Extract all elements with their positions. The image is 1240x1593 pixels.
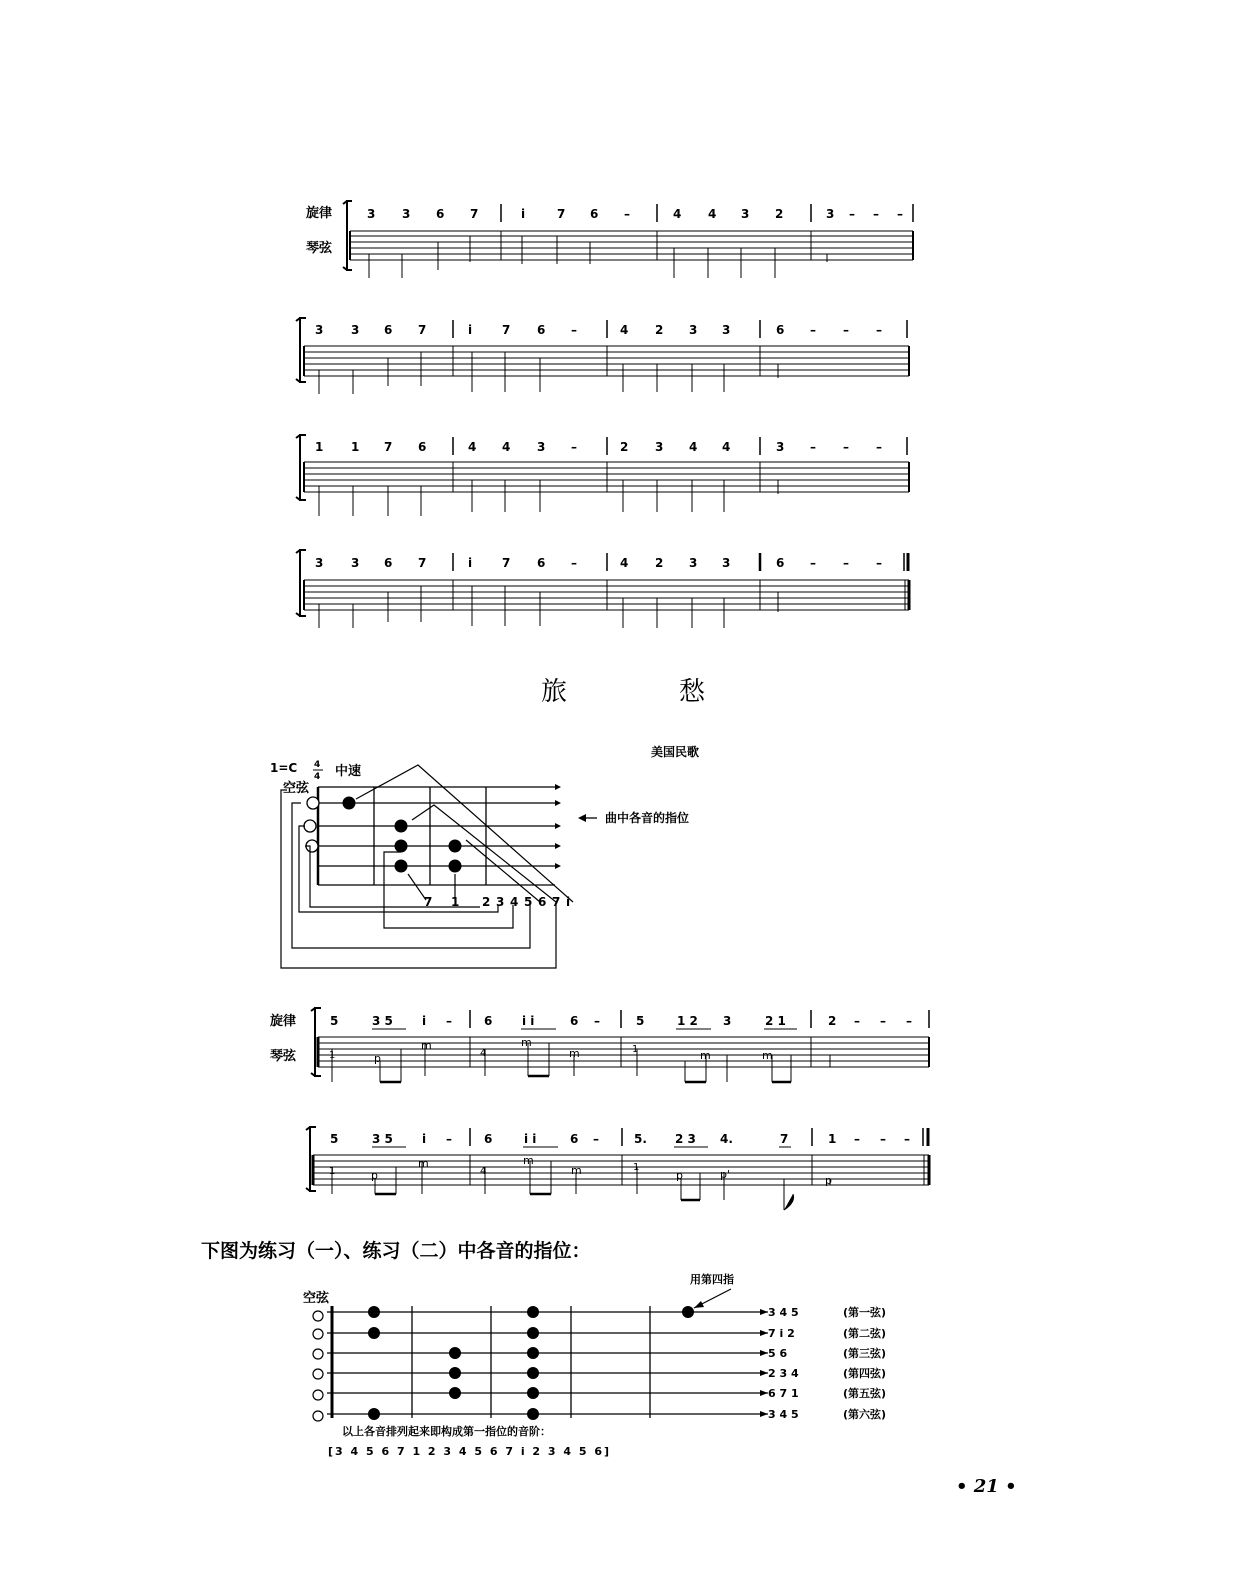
- melody-note: –: [843, 323, 849, 337]
- melody-note: 3: [351, 556, 360, 570]
- open-string-circle: [307, 797, 319, 809]
- melody-note: –: [571, 440, 577, 454]
- song-title-right: 愁: [679, 677, 706, 707]
- melody-note: 3: [722, 323, 731, 337]
- melody-note: 1 2: [677, 1014, 698, 1028]
- svg-text:2: 2: [482, 895, 491, 909]
- melody-note: 3: [537, 440, 546, 454]
- melody-note: –: [571, 323, 577, 337]
- accompaniment-label: 琴弦: [306, 241, 333, 256]
- melody-note: 7: [418, 323, 427, 337]
- melody-note: 2: [655, 323, 664, 337]
- svg-text:m: m: [418, 1157, 429, 1170]
- page-number: • 21 •: [956, 1476, 1017, 1497]
- svg-text:(第四弦): (第四弦): [843, 1367, 887, 1380]
- tab-staff: [304, 462, 909, 516]
- finger-dots: [368, 1306, 694, 1420]
- melody-note: 6: [570, 1014, 579, 1028]
- melody-note: –: [594, 1014, 600, 1028]
- melody-note: 4: [673, 207, 682, 221]
- svg-text:7: 7: [552, 895, 561, 909]
- melody-note: –: [593, 1132, 599, 1146]
- melody-note: 3: [723, 1014, 732, 1028]
- svg-text:p: p: [371, 1169, 378, 1182]
- svg-text:m: m: [521, 1036, 532, 1049]
- svg-text:1: 1: [451, 895, 460, 909]
- svg-text:1: 1: [329, 1166, 336, 1177]
- left-arrow-head-icon: [578, 814, 586, 822]
- melody-note: 7: [557, 207, 566, 221]
- melody-note: –: [876, 556, 882, 570]
- melody-note: 1: [828, 1132, 837, 1146]
- svg-text:1: 1: [633, 1162, 640, 1173]
- melody-note: 3: [367, 207, 376, 221]
- melody-note: i: [468, 556, 473, 570]
- melody-note: 3: [315, 323, 324, 337]
- melody-note: 7: [418, 556, 427, 570]
- svg-text:2 3 4: 2 3 4: [768, 1367, 799, 1380]
- lower-systems: [270, 1008, 929, 1210]
- scale-caption: 以上各音排列起来即构成第一指位的音阶：: [342, 1425, 551, 1438]
- melody-note: 3: [689, 556, 698, 570]
- system-1: [343, 201, 913, 278]
- melody-note: –: [897, 207, 903, 221]
- melody-note: –: [843, 440, 849, 454]
- melody-note: 2: [828, 1014, 837, 1028]
- melody-note: 6: [776, 323, 785, 337]
- melody-note: 3: [689, 323, 698, 337]
- melody-note: 4: [708, 207, 717, 221]
- song-subtitle: 美国民歌: [651, 745, 700, 759]
- svg-text:4: 4: [480, 1166, 487, 1177]
- accompaniment-label: 琴弦: [270, 1049, 297, 1064]
- melody-note: 4: [502, 440, 511, 454]
- melody-note: i: [422, 1132, 427, 1146]
- svg-text:(第一弦): (第一弦): [843, 1306, 887, 1319]
- svg-text:5 6: 5 6: [768, 1347, 788, 1360]
- melody-label: 旋律: [306, 206, 333, 221]
- melody-note: 3: [722, 556, 731, 570]
- melody-note: –: [843, 556, 849, 570]
- melody-note: 3: [826, 207, 835, 221]
- arrow-caption: 曲中各音的指位: [605, 811, 690, 825]
- svg-text:(第二弦): (第二弦): [843, 1327, 887, 1340]
- svg-text:(第五弦): (第五弦): [843, 1387, 887, 1400]
- tab-staff: [313, 1155, 929, 1210]
- open-string-circles: [313, 1311, 323, 1421]
- tab-staff: [350, 231, 913, 278]
- melody-note: 5: [636, 1014, 645, 1028]
- melody-note: 4: [620, 323, 629, 337]
- tempo-marking: 中速: [335, 764, 362, 779]
- svg-text:3 4 5: 3 4 5: [768, 1408, 799, 1421]
- svg-text:p': p': [720, 1168, 731, 1181]
- tab-staff: [304, 346, 909, 394]
- melody-note: –: [873, 207, 879, 221]
- tab-staff: [318, 1037, 929, 1082]
- melody-note: 2: [620, 440, 629, 454]
- melody-note: 1: [351, 440, 360, 454]
- melody-note: 7: [780, 1132, 789, 1146]
- song-title-left: 旅: [541, 677, 568, 707]
- melody-note: 6: [384, 556, 393, 570]
- open-string-circle: [304, 820, 316, 832]
- key-signature: 1=C: [270, 761, 298, 775]
- svg-text:3 4 5: 3 4 5: [768, 1306, 799, 1319]
- practice-heading: 下图为练习（一）、练习（二）中各音的指位：: [201, 1240, 591, 1262]
- svg-text:7: 7: [424, 895, 433, 909]
- svg-text:3: 3: [496, 895, 505, 909]
- melody-note: 5.: [634, 1132, 647, 1146]
- melody-note: 3: [741, 207, 750, 221]
- svg-text:4: 4: [510, 895, 519, 909]
- tab-staff: [304, 580, 909, 628]
- melody-note: 2: [775, 207, 784, 221]
- svg-text:i: i: [566, 895, 571, 909]
- melody-note: i: [468, 323, 473, 337]
- time-signature-bottom: 4: [314, 772, 321, 782]
- system-3: [296, 435, 909, 516]
- melody-note: –: [854, 1014, 860, 1028]
- finger-dots: [343, 797, 462, 873]
- svg-text:p: p: [825, 1174, 832, 1187]
- melody-note: 3: [776, 440, 785, 454]
- svg-text:1: 1: [632, 1044, 639, 1055]
- melody-note: –: [446, 1132, 452, 1146]
- svg-text:p: p: [676, 1169, 683, 1182]
- melody-note: 7: [384, 440, 393, 454]
- melody-note: 7: [470, 207, 479, 221]
- melody-note: 6: [537, 323, 546, 337]
- melody-note: 4: [722, 440, 731, 454]
- melody-note: –: [810, 440, 816, 454]
- melody-note: i: [521, 207, 526, 221]
- melody-note: 6: [537, 556, 546, 570]
- melody-note: 6: [570, 1132, 579, 1146]
- melody-note: i i: [522, 1014, 535, 1028]
- melody-note: 6: [484, 1132, 493, 1146]
- melody-note: 2 1: [765, 1014, 786, 1028]
- melody-note: –: [854, 1132, 860, 1146]
- melody-note: 7: [502, 323, 511, 337]
- svg-text:(第六弦): (第六弦): [843, 1408, 887, 1421]
- system-2: [296, 318, 909, 394]
- melody-note: –: [810, 556, 816, 570]
- melody-note: 5: [330, 1014, 339, 1028]
- melody-label: 旋律: [270, 1014, 297, 1029]
- melody-note: 4: [689, 440, 698, 454]
- fourth-finger-label: 用第四指: [690, 1273, 734, 1286]
- melody-note: –: [624, 207, 630, 221]
- melody-note: –: [904, 1132, 910, 1146]
- melody-note: 7: [502, 556, 511, 570]
- melody-note: 6: [590, 207, 599, 221]
- song-fingering-diagram: [270, 760, 689, 968]
- melody-note: 3 5: [372, 1014, 393, 1028]
- svg-text:6: 6: [538, 895, 547, 909]
- melody-note: i i: [524, 1132, 537, 1146]
- melody-note: 6: [484, 1014, 493, 1028]
- melody-note: 4: [468, 440, 477, 454]
- string-note-list: [768, 1305, 886, 1421]
- melody-note: 3 5: [372, 1132, 393, 1146]
- melody-note: –: [906, 1014, 912, 1028]
- melody-note: 4: [620, 556, 629, 570]
- melody-note: –: [810, 323, 816, 337]
- melody-note: 6: [436, 207, 445, 221]
- melody-note: –: [571, 556, 577, 570]
- system-4: [296, 550, 909, 628]
- system-6: [306, 1127, 929, 1210]
- svg-text:4: 4: [480, 1048, 487, 1059]
- time-signature-top: 4: [314, 760, 321, 770]
- melody-note: 3: [351, 323, 360, 337]
- svg-text:(第三弦): (第三弦): [843, 1347, 887, 1360]
- upper-systems: [296, 201, 913, 628]
- svg-text:m: m: [421, 1039, 432, 1052]
- svg-text:5: 5: [524, 895, 533, 909]
- svg-text:6 7 1: 6 7 1: [768, 1387, 799, 1400]
- melody-note: 6: [384, 323, 393, 337]
- melody-note: 4.: [720, 1132, 733, 1146]
- melody-note: –: [876, 440, 882, 454]
- melody-note: 6: [418, 440, 427, 454]
- open-string-label: 空弦: [283, 781, 310, 796]
- svg-text:m: m: [700, 1049, 711, 1062]
- melody-note: 3: [402, 207, 411, 221]
- svg-text:p: p: [374, 1052, 381, 1065]
- melody-note: 3: [315, 556, 324, 570]
- svg-text:m: m: [523, 1154, 534, 1167]
- melody-note: 1: [315, 440, 324, 454]
- svg-text:7 i 2: 7 i 2: [768, 1327, 795, 1340]
- svg-text:m: m: [569, 1047, 580, 1060]
- melody-note: –: [849, 207, 855, 221]
- melody-note: 5: [330, 1132, 339, 1146]
- melody-note: 6: [776, 556, 785, 570]
- melody-note: –: [446, 1014, 452, 1028]
- scale-sequence: [3 4 5 6 7 1 2 3 4 5 6 7 i 2 3 4 5 6]: [328, 1445, 612, 1458]
- svg-text:1: 1: [329, 1050, 336, 1061]
- fret-marks: [329, 1154, 832, 1187]
- svg-text:m: m: [762, 1049, 773, 1062]
- melody-note: –: [880, 1132, 886, 1146]
- melody-note: –: [876, 323, 882, 337]
- melody-note: 2: [655, 556, 664, 570]
- practice-fingering-diagram: [303, 1272, 886, 1458]
- melody-note: 2 3: [675, 1132, 696, 1146]
- svg-text:m: m: [571, 1164, 582, 1177]
- open-string-label: 空弦: [303, 1291, 330, 1306]
- system-5: [311, 1008, 929, 1082]
- melody-note: 3: [655, 440, 664, 454]
- melody-note: –: [880, 1014, 886, 1028]
- melody-note: i: [422, 1014, 427, 1028]
